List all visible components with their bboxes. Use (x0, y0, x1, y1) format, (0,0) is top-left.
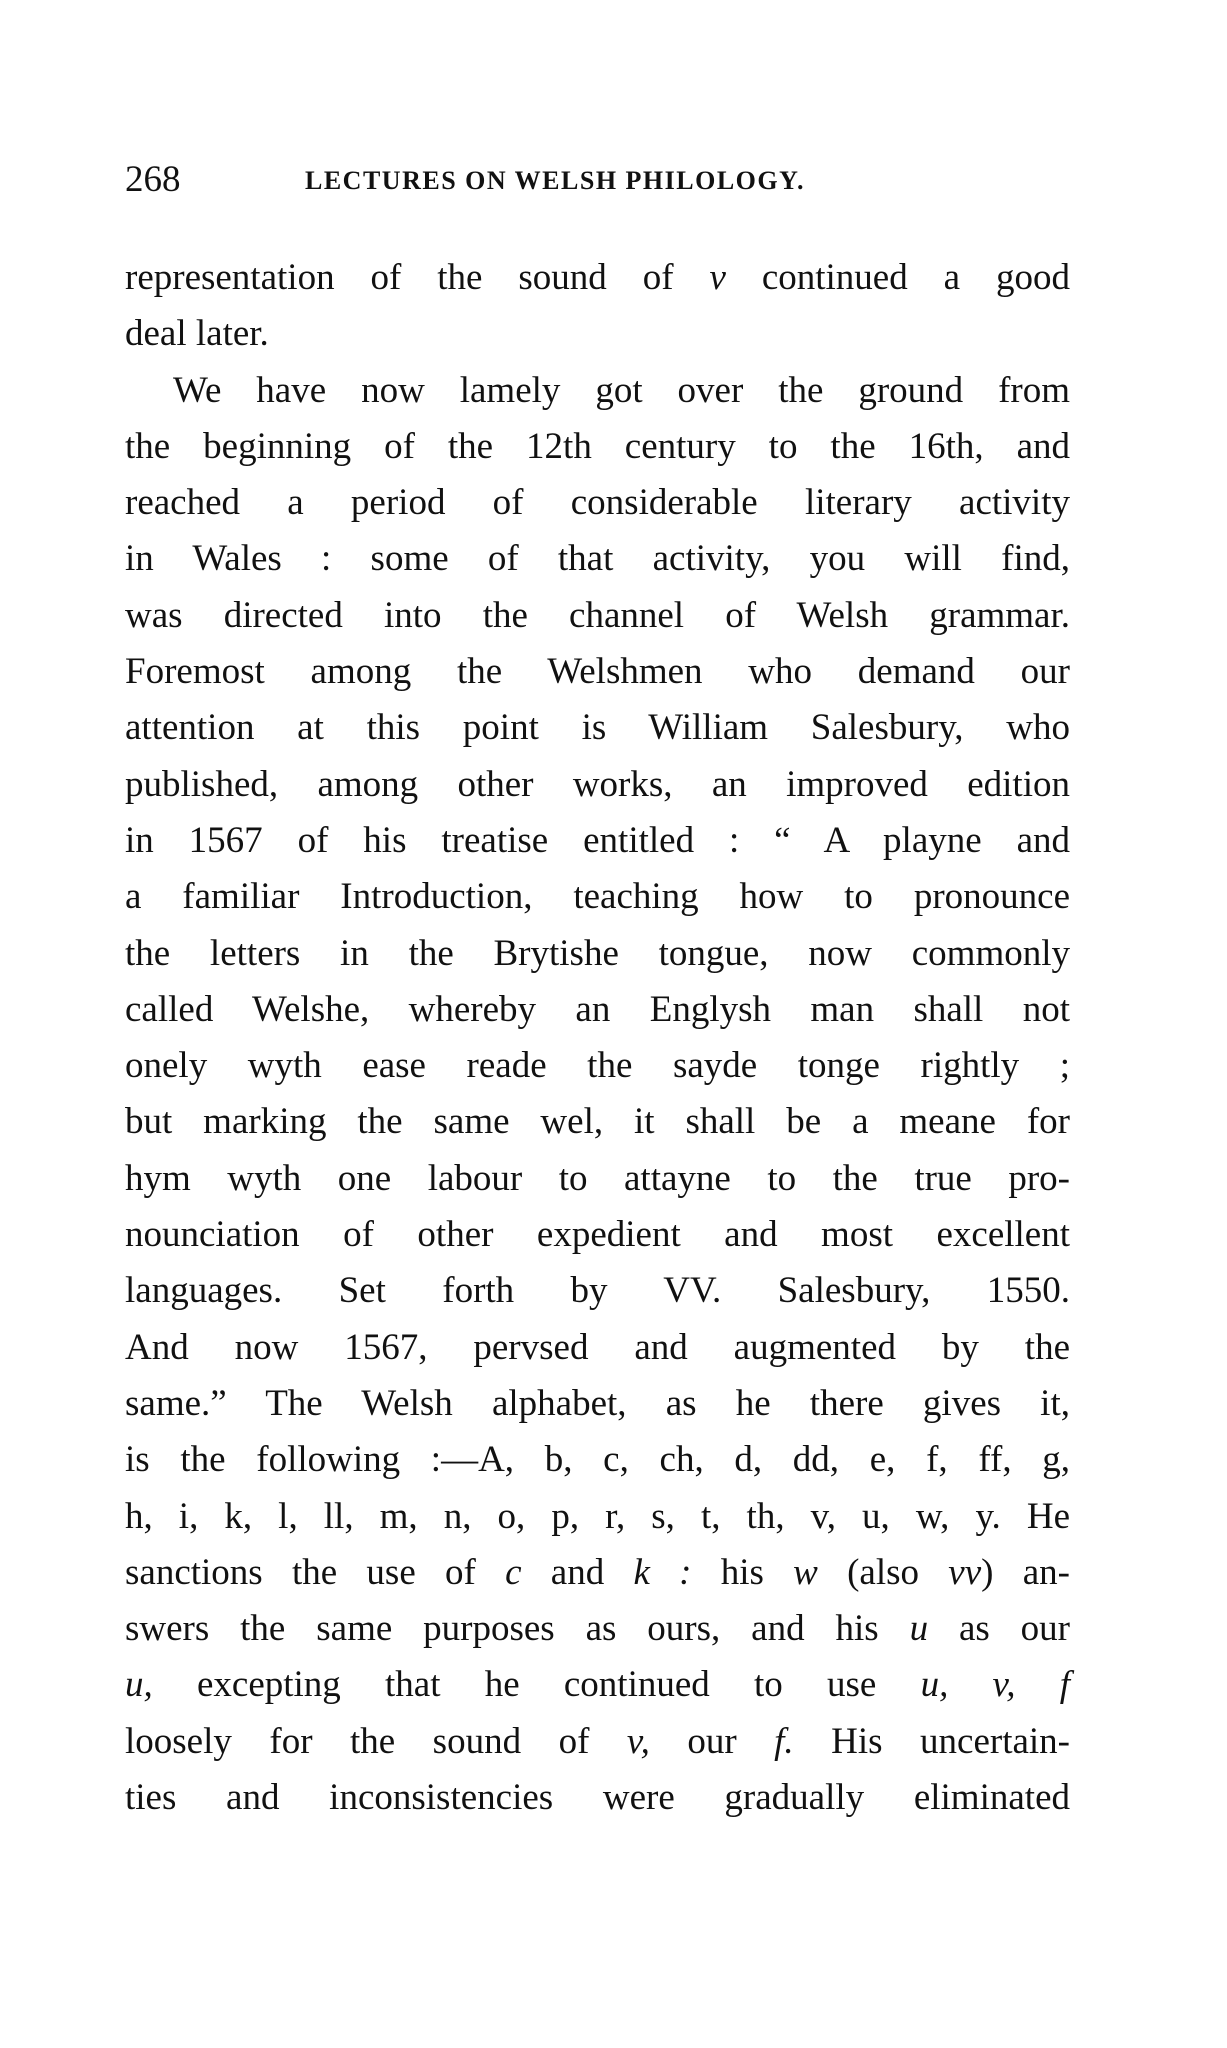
text-line (125, 1545, 1070, 1601)
italic-text: u, (125, 1664, 153, 1706)
text-line (125, 1601, 1070, 1657)
page-number: 268 (125, 159, 181, 200)
italic-text: u (909, 1608, 929, 1650)
text-line (125, 982, 1070, 1038)
text-segment: a familiar Introduction, teaching how to pronounce (125, 876, 1070, 918)
text-line (125, 1432, 1070, 1488)
text-segment: in Wales : some of that activity, you will find, (125, 538, 1070, 580)
text-segment: reached a period of considerable literary activity (125, 482, 1070, 524)
text-segment: representation of the sound of (125, 257, 710, 298)
running-header (125, 158, 1070, 202)
text-segment: swers the same purposes as ours, and his (125, 1608, 910, 1650)
text-line (125, 363, 1070, 419)
text-line (125, 1320, 1070, 1376)
text-line (125, 419, 1070, 475)
text-line (125, 1714, 1070, 1770)
text-segment: and (521, 1551, 634, 1593)
text-segment: (also (817, 1551, 949, 1593)
italic-text: v, (626, 1720, 650, 1762)
text-segment: our (649, 1720, 775, 1762)
italic-text: c (505, 1551, 522, 1593)
text-segment: called Welshe, whereby an Englysh man shall not (125, 988, 1070, 1030)
text-segment: sanctions the use of (125, 1551, 506, 1593)
text-line (125, 250, 1070, 306)
text-segment: but marking the same wel, it shall be a meane for (125, 1101, 1070, 1143)
text-segment: hym wyth one labour to attayne to the true pro- (125, 1157, 1070, 1199)
text-line (125, 475, 1070, 531)
text-line (125, 926, 1070, 982)
text-line (125, 1489, 1070, 1545)
text-line (125, 531, 1070, 587)
text-segment: as our (928, 1608, 1070, 1650)
italic-text: w (793, 1551, 818, 1593)
text-line (125, 1151, 1070, 1207)
text-line (125, 1770, 1070, 1826)
text-segment: And now 1567, pervsed and augmented by the (125, 1326, 1070, 1368)
text-segment: deal later. (125, 313, 269, 355)
text-segment: was directed into the channel of Welsh grammar. (125, 594, 1070, 636)
text-segment: is the following :—A, b, c, ch, d, dd, e, f, ff, g, (125, 1439, 1070, 1481)
italic-text: f. (774, 1720, 794, 1762)
text-line (125, 644, 1070, 700)
body-text (125, 250, 1070, 1826)
text-line (125, 813, 1070, 869)
text-segment: languages. Set forth by VV. Salesbury, 1550. (125, 1270, 1070, 1312)
text-line (125, 588, 1070, 644)
text-segment: His uncertain- (793, 1720, 1070, 1762)
text-segment: attention at this point is William Salesbury, who (125, 707, 1070, 749)
text-line (125, 869, 1070, 925)
text-segment: ties and inconsistencies were gradually eliminated (125, 1777, 1070, 1819)
text-segment: his (691, 1551, 794, 1593)
text-segment: nounciation of other expedient and most excellent (125, 1214, 1070, 1256)
text-segment: the letters in the Brytishe tongue, now commonly (125, 932, 1070, 974)
running-head-title: LECTURES ON WELSH PHILOLOGY. (305, 166, 806, 195)
text-segment: same.” The Welsh alphabet, as he there gives it, (125, 1382, 1070, 1424)
text-segment: We have now lamely got over the ground from (173, 369, 1070, 411)
text-segment: the beginning of the 12th century to the 16th, and (125, 425, 1070, 467)
text-segment: Foremost among the Welshmen who demand our (125, 651, 1070, 693)
text-segment: onely wyth ease reade the sayde tonge rightly ; (125, 1045, 1070, 1087)
text-line (125, 1376, 1070, 1432)
text-segment: continued a good (725, 257, 1070, 298)
italic-text: vv (948, 1551, 982, 1593)
text-segment: loosely for the sound of (125, 1720, 627, 1762)
italic-text: u, v, f (920, 1664, 1070, 1706)
text-line (125, 1263, 1070, 1319)
text-segment: in 1567 of his treatise entitled : “ A playne and (125, 819, 1070, 861)
text-line (125, 306, 1070, 362)
text-line (125, 757, 1070, 813)
text-line (125, 1207, 1070, 1263)
text-segment: ) an- (981, 1551, 1070, 1593)
text-segment: h, i, k, l, ll, m, n, o, p, r, s, t, th, v, u, w, y. He (125, 1495, 1070, 1537)
text-line (125, 1038, 1070, 1094)
italic-text: k : (633, 1551, 692, 1593)
text-segment: published, among other works, an improved edition (125, 763, 1070, 805)
text-line (125, 1094, 1070, 1150)
text-line (125, 1657, 1070, 1713)
text-segment: excepting that he continued to use (152, 1664, 921, 1706)
italic-text: v (709, 257, 726, 298)
text-line (125, 700, 1070, 756)
